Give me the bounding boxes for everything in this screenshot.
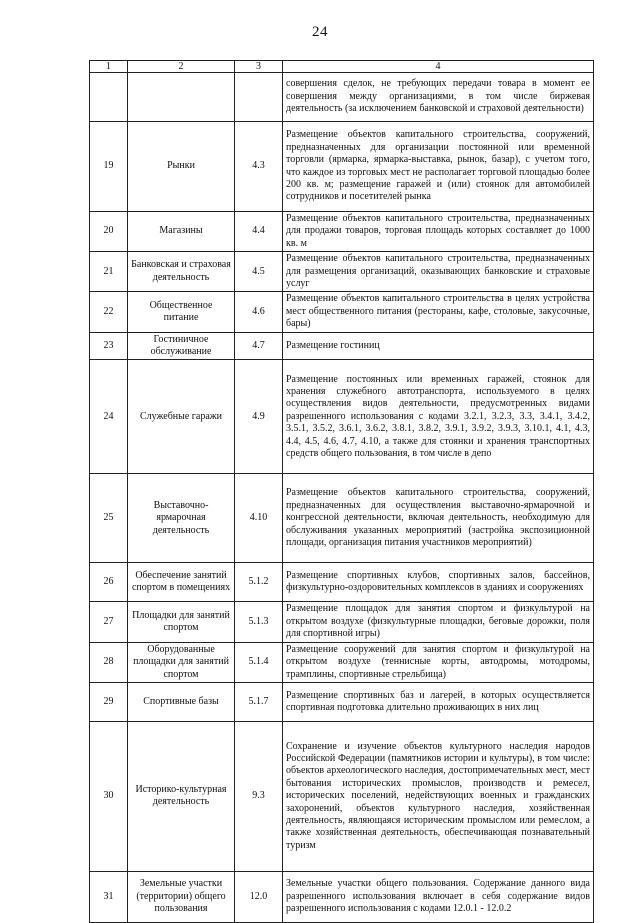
row-number-cell: 20 [90, 212, 128, 252]
use-description-cell: Размещение гостиниц [283, 332, 594, 360]
use-name-cell: Спортивные базы [128, 682, 235, 721]
use-name-cell: Историко-культурная деятельность [128, 721, 235, 871]
column-number-row [90, 61, 594, 73]
use-code-cell: 5.1.2 [235, 563, 283, 602]
row-number-cell: 28 [90, 642, 128, 682]
use-description-cell: Сохранение и изучение объектов культурного наследия народов Российской Федерации (памятников истории и культуры), в том числе: объектов археологического наследия, достопримечательных мест, мест бытования исторических промыслов, производств и ремесел, исторических поселений, недействующих военных и гражданских захоронений, объектов культурного наследия, хозяйственная деятельность, являющаяся историческим промыслом или ремеслом, а также хозяйственная деятельность, обеспечивающая познавательный туризм [283, 721, 594, 871]
table-row [90, 332, 594, 360]
land-use-table [89, 60, 594, 923]
table-row [90, 602, 594, 642]
continuation-description: совершения сделок, не требующих передачи товара в момент ее совершения между организациями, в том числе биржевая деятельность (за исключением банковской и страховой деятельности) [283, 73, 594, 122]
use-name-cell: Площадки для занятий спортом [128, 602, 235, 642]
use-description-cell: Размещение постоянных или временных гаражей, стоянок для хранения служебного автотранспорта, используемого в целях осуществления видов деятельности, предусмотренных видами разрешенного использования с кодами 3.2.1, 3.2.3, 3.3, 3.4.1, 3.4.2, 3.5.1, 3.5.2, 3.6.1, 3.6.2, 3.8.1, 3.8.2, 3.9.1, 3.9.2, 3.9.3, 3.10.1, 4.1, 4.3, 4.4, 4.5, 4.6, 4.7, 4.10, а также для стоянки и хранения транспортных средств общего пользования, в том числе в депо [283, 360, 594, 474]
use-description-cell: Земельные участки общего пользования. Содержание данного вида разрешенного использования включает в себя содержание видов разрешенного использования с кодами 12.0.1 - 12.0.2 [283, 871, 594, 922]
use-name-cell: Рынки [128, 122, 235, 212]
use-code-cell: 4.7 [235, 332, 283, 360]
use-code-cell: 4.5 [235, 252, 283, 292]
use-code-cell: 5.1.7 [235, 682, 283, 721]
use-code-cell: 4.3 [235, 122, 283, 212]
table-row [90, 721, 594, 871]
use-name-cell: Банковская и страховая деятельность [128, 252, 235, 292]
use-name-cell: Выставочно-ярмарочная деятельность [128, 474, 235, 563]
continuation-row [90, 73, 594, 122]
table-row [90, 682, 594, 721]
row-number-cell: 22 [90, 292, 128, 332]
use-name-cell: Обеспечение занятий спортом в помещениях [128, 563, 235, 602]
table-row [90, 563, 594, 602]
use-code-cell [235, 73, 283, 122]
row-number-cell: 24 [90, 360, 128, 474]
table-row [90, 252, 594, 292]
page-number: 24 [312, 24, 328, 40]
use-description-cell: Размещение объектов капитального строительства, сооружений, предназначенных для осуществления выставочно-ярмарочной и конгрессной деятельности, включая деятельность, необходимую для обслуживания указанных мероприятий (застройка экспозиционной площади, организация питания участников мероприятий) [283, 474, 594, 563]
use-name-cell: Служебные гаражи [128, 360, 235, 474]
use-description-cell: Размещение площадок для занятия спортом и физкультурой на открытом воздухе (физкультурные площадки, беговые дорожки, поля для спортивной игры) [283, 602, 594, 642]
use-code-cell: 4.10 [235, 474, 283, 563]
row-number-cell: 27 [90, 602, 128, 642]
use-description-cell: Размещение объектов капитального строительства в целях устройства мест общественного питания (рестораны, кафе, столовые, закусочные, бары) [283, 292, 594, 332]
row-number-cell: 31 [90, 871, 128, 922]
table-row [90, 642, 594, 682]
use-code-cell: 4.4 [235, 212, 283, 252]
use-description-cell: Размещение объектов капитального строительства, предназначенных для продажи товаров, торговая площадь которых составляет до 1000 кв. м [283, 212, 594, 252]
use-name-cell: Общественное питание [128, 292, 235, 332]
table-row [90, 871, 594, 922]
column-number-2: 2 [128, 61, 235, 73]
use-code-cell: 5.1.4 [235, 642, 283, 682]
use-description-cell: Размещение сооружений для занятия спортом и физкультурой на открытом воздухе (теннисные корты, автодромы, мотодромы, трамплины, спортивные стрельбища) [283, 642, 594, 682]
table-row [90, 292, 594, 332]
table-row [90, 474, 594, 563]
table-row [90, 360, 594, 474]
use-description-cell: Размещение объектов капитального строительства, сооружений, предназначенных для организации постоянной или временной торговли (ярмарка, ярмарка-выставка, рынок, базар), с учетом того, что каждое из торговых мест не располагает торговой площадью более 200 кв. м; размещение гаражей и (или) стоянок для автомобилей сотрудников и посетителей рынка [283, 122, 594, 212]
use-code-cell: 12.0 [235, 871, 283, 922]
row-number-cell: 29 [90, 682, 128, 721]
row-number-cell: 21 [90, 252, 128, 292]
row-number-cell: 26 [90, 563, 128, 602]
use-code-cell: 4.6 [235, 292, 283, 332]
table-row [90, 212, 594, 252]
use-code-cell: 4.9 [235, 360, 283, 474]
use-description-cell: Размещение спортивных клубов, спортивных залов, бассейнов, физкультурно-оздоровительных комплексов в зданиях и сооружениях [283, 563, 594, 602]
column-number-1: 1 [90, 61, 128, 73]
use-name-cell [128, 73, 235, 122]
use-description-cell: Размещение спортивных баз и лагерей, в которых осуществляется спортивная подготовка длительно проживающих в них лиц [283, 682, 594, 721]
use-code-cell: 5.1.3 [235, 602, 283, 642]
row-number-cell [90, 73, 128, 122]
use-name-cell: Земельные участки (территории) общего пользования [128, 871, 235, 922]
column-number-3: 3 [235, 61, 283, 73]
use-name-cell: Магазины [128, 212, 235, 252]
use-description-cell: Размещение объектов капитального строительства, предназначенных для размещения организаций, оказывающих банковские и страховые услуг [283, 252, 594, 292]
use-name-cell: Оборудованные площадки для занятий спортом [128, 642, 235, 682]
use-code-cell: 9.3 [235, 721, 283, 871]
row-number-cell: 23 [90, 332, 128, 360]
column-number-4: 4 [283, 61, 594, 73]
row-number-cell: 25 [90, 474, 128, 563]
table-row [90, 122, 594, 212]
row-number-cell: 30 [90, 721, 128, 871]
row-number-cell: 19 [90, 122, 128, 212]
use-name-cell: Гостиничное обслуживание [128, 332, 235, 360]
